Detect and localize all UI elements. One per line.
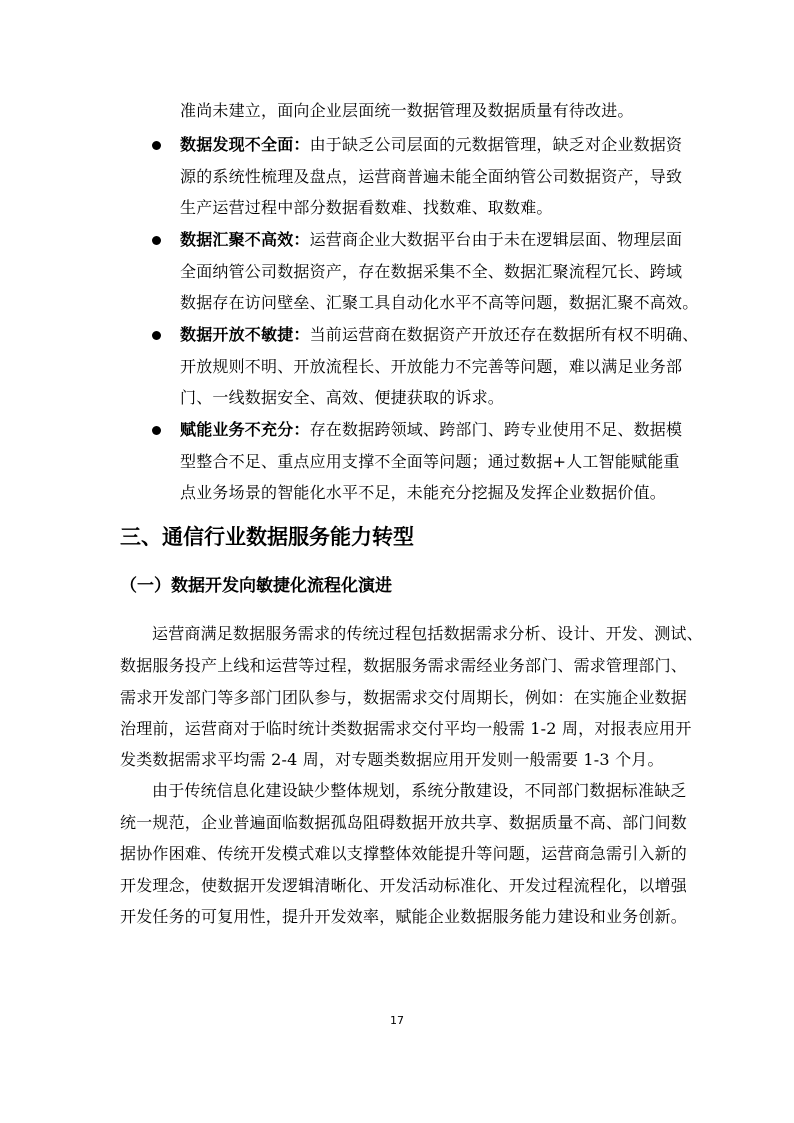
bullet-4-line-1 — [180, 420, 682, 440]
bullet-3-line-1 — [180, 325, 698, 345]
bullet-4-line-2: 型整合不足、重点应用支撑不全面等问题；通过数据+人工智能赋能重 — [180, 452, 680, 471]
bullet-3-term: 数据开放不敏捷： — [180, 325, 310, 344]
bullet-1-text-1: 由于缺乏公司层面的元数据管理，缺乏对企业数据资 — [309, 135, 683, 154]
bullet-2-line-2: 全面纳管公司数据资产，存在数据采集不全、数据汇聚流程冗长、跨域 — [180, 262, 683, 281]
bullet-4-term: 赋能业务不充分： — [180, 420, 310, 439]
bullet-2-line-1 — [180, 230, 682, 250]
paragraph-1-line-1: 运营商满足数据服务需求的传统过程包括数据需求分析、设计、开发、测试、 — [152, 624, 703, 643]
section-heading: 三、通信行业数据服务能力转型 — [120, 525, 414, 549]
paragraph-1-line-5: 发类数据需求平均需 2-4 周，对专题类数据应用开发则一般需要 1-3 个月。 — [120, 750, 664, 769]
continuation-line: 准尚未建立，面向企业层面统一数据管理及数据质量有待改进。 — [180, 101, 634, 120]
bullet-4-text-1: 存在数据跨领域、跨部门、跨专业使用不足、数据模 — [309, 420, 683, 439]
paragraph-2-line-5: 开发任务的可复用性，提升开发效率，赋能企业数据服务能力建设和业务创新。 — [120, 907, 688, 926]
bullet-3-text-1: 当前运营商在数据资产开放还存在数据所有权不明确、 — [309, 325, 699, 344]
bullet-3-line-2: 开放规则不明、开放流程长、开放能力不完善等问题，难以满足业务部 — [180, 357, 683, 376]
paragraph-2-line-2: 统一规范，企业普遍面临数据孤岛阻碍数据开放共享、数据质量不高、部门间数 — [120, 813, 688, 832]
paragraph-2-line-1: 由于传统信息化建设缺少整体规划，系统分散建设，不同部门数据标准缺乏 — [152, 781, 687, 800]
bullet-1-line-2: 源的系统性梳理及盘点，运营商普遍未能全面纳管公司数据资产，导致 — [180, 167, 683, 186]
bullet-2-line-3: 数据存在访问壁垒、汇聚工具自动化水平不高等问题，数据汇聚不高效。 — [180, 293, 699, 312]
bullet-3-line-3: 门、一线数据安全、高效、便捷获取的诉求。 — [180, 388, 505, 407]
paragraph-1-line-2: 数据服务投产上线和运营等过程，数据服务需求需经业务部门、需求管理部门、 — [120, 656, 688, 675]
bullet-dot-icon — [152, 331, 161, 340]
page-number: 17 — [390, 1014, 404, 1027]
subsection-heading: （一）数据开发向敏捷化流程化演进 — [120, 576, 392, 596]
bullet-1-line-1 — [180, 135, 682, 155]
bullet-dot-icon — [152, 426, 161, 435]
bullet-2-text-1: 运营商企业大数据平台由于未在逻辑层面、物理层面 — [309, 230, 683, 249]
bullet-2-term: 数据汇聚不高效： — [180, 230, 310, 249]
bullet-dot-icon — [152, 141, 161, 150]
paragraph-1-line-4: 治理前，运营商对于临时统计类数据需求交付平均一般需 1-2 周，对报表应用开 — [120, 719, 692, 738]
bullet-4-line-3: 点业务场景的智能化水平不足，未能充分挖掘及发挥企业数据价值。 — [180, 483, 667, 502]
paragraph-2-line-4: 开发理念，使数据开发逻辑清晰化、开发活动标准化、开发过程流程化，以增强 — [120, 876, 688, 895]
paragraph-1-line-3: 需求开发部门等多部门团队参与，数据需求交付周期长，例如：在实施企业数据 — [120, 688, 688, 707]
bullet-1-term: 数据发现不全面： — [180, 135, 310, 154]
paragraph-2-line-3: 据协作困难、传统开发模式难以支撑整体效能提升等问题，运营商急需引入新的 — [120, 844, 688, 863]
bullet-1-line-3: 生产运营过程中部分数据看数难、找数难、取数难。 — [180, 198, 553, 217]
bullet-dot-icon — [152, 236, 161, 245]
